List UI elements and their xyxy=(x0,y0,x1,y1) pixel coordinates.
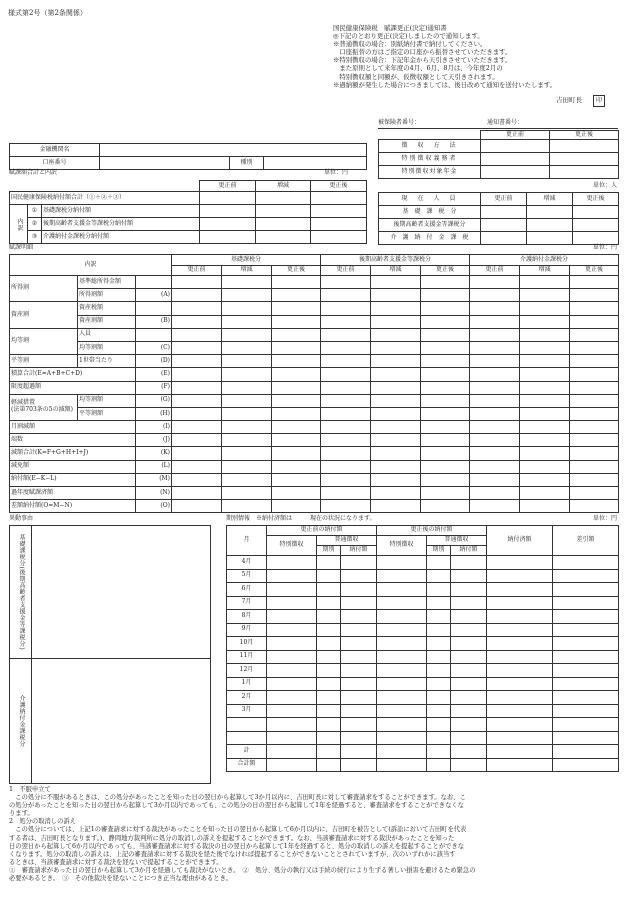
detail-cell xyxy=(272,500,321,513)
detail-cell xyxy=(520,500,570,513)
notice-block xyxy=(333,24,556,89)
total-tax-label: 国民健康保険税納付額合計（①＋②＋③） xyxy=(10,192,200,205)
detail-cell xyxy=(371,368,421,381)
detail-cell xyxy=(421,447,470,460)
detail-cell xyxy=(421,500,470,513)
detail-cell xyxy=(371,394,421,407)
detail-cell xyxy=(520,328,570,341)
detail-cell xyxy=(272,394,321,407)
detail-cell xyxy=(321,434,371,447)
detail-cell xyxy=(570,381,619,394)
bank-name-label: 金融機関名 xyxy=(10,144,100,157)
detail-cell xyxy=(570,500,619,513)
detail-cell xyxy=(321,407,371,420)
detail-cell xyxy=(421,315,470,328)
detail-row-main: 所得割 xyxy=(10,276,78,302)
detail-row xyxy=(10,447,619,460)
detail-cell xyxy=(520,394,570,407)
detail-row-code: (H) xyxy=(136,407,172,420)
detail-cell xyxy=(520,355,570,368)
detail-cell xyxy=(470,407,520,420)
detail-cell xyxy=(470,434,520,447)
detail-cell xyxy=(520,460,570,473)
detail-row-sub: 資産税額 xyxy=(78,302,136,315)
official-seal: 印 xyxy=(593,95,605,107)
detail-row xyxy=(10,473,619,486)
period-row xyxy=(227,731,619,745)
detail-cell xyxy=(321,473,371,486)
detail-cell xyxy=(570,355,619,368)
period-title: 期別情報 ※納付済額は 現在の状況になります。 xyxy=(226,515,376,522)
detail-row xyxy=(10,289,619,302)
detail-cell xyxy=(470,473,520,486)
detail-cell xyxy=(520,302,570,315)
detail-cell xyxy=(421,355,470,368)
period-total-row: 計 xyxy=(227,745,619,759)
reason-basic-label: 基礎課税分(後期高齢者支援金等課税分) xyxy=(10,526,32,659)
detail-cell xyxy=(421,394,470,407)
detail-cell xyxy=(470,368,520,381)
detail-cell xyxy=(520,487,570,500)
detail-row xyxy=(10,368,619,381)
period-unit: 単位：円 xyxy=(593,515,618,522)
detail-cell xyxy=(470,302,520,315)
period-row: 12月 xyxy=(227,664,619,678)
period-row: 7月 xyxy=(227,596,619,610)
detail-cell xyxy=(172,447,222,460)
detail-cell xyxy=(421,328,470,341)
detail-cell xyxy=(172,276,222,289)
detail-cell xyxy=(371,341,421,354)
detail-cell xyxy=(470,447,520,460)
breakdown-title: 賦課額合計と内訳 xyxy=(9,169,58,176)
detail-row-code: (F) xyxy=(136,381,172,394)
detail-cell xyxy=(172,434,222,447)
detail-row xyxy=(10,355,619,368)
detail-cell xyxy=(371,407,421,420)
detail-row xyxy=(10,407,619,420)
notice-line: ※普通徴収の場合：別紙納付書で納付してください。 xyxy=(333,40,487,49)
detail-cell xyxy=(570,407,619,420)
detail-row-code: (J) xyxy=(136,434,172,447)
detail-cell xyxy=(520,276,570,289)
detail-cell xyxy=(371,421,421,434)
detail-row-main: 減額合計(K=F+G+H+I+J) xyxy=(10,447,136,460)
detail-cell xyxy=(272,341,321,354)
reason-title: 異動事由 xyxy=(9,515,34,522)
detail-cell xyxy=(470,341,520,354)
detail-cell xyxy=(321,289,371,302)
detail-row-sub: 資産割額 xyxy=(78,315,136,328)
detail-cell xyxy=(272,447,321,460)
detail-cell xyxy=(321,460,371,473)
appeal-heading: 1 不服申立て xyxy=(9,786,51,793)
notice-line: 口座振替の方はご指定の口座から振替させていただきます。 xyxy=(333,48,512,57)
detail-cell xyxy=(321,500,371,513)
detail-row-main: 端数 xyxy=(10,434,136,447)
detail-cell xyxy=(371,473,421,486)
detail-cell xyxy=(272,407,321,420)
detail-cell xyxy=(272,289,321,302)
detail-row-main: 減免額 xyxy=(10,460,136,473)
detail-cell xyxy=(421,460,470,473)
notice-title: 国民健康保険税 賦課更正(決定)通知書 xyxy=(333,24,447,32)
period-row: 9月 xyxy=(227,623,619,637)
detail-cell xyxy=(272,328,321,341)
detail-cell xyxy=(172,341,222,354)
collection-method-label: 徴 収 方 法 xyxy=(379,140,481,153)
detail-cell xyxy=(470,487,520,500)
detail-row xyxy=(10,460,619,473)
period-grand-row: 合計額 xyxy=(227,758,619,772)
detail-cell xyxy=(172,315,222,328)
detail-cell xyxy=(272,421,321,434)
detail-cell xyxy=(272,302,321,315)
detail-row-code: (N) xyxy=(136,487,172,500)
detail-cell xyxy=(570,315,619,328)
detail-cell xyxy=(222,460,272,473)
detail-cell xyxy=(222,394,272,407)
detail-cell xyxy=(570,447,619,460)
detail-cell xyxy=(222,381,272,394)
footer-notes: 1 不服申立て この処分に不服があるときは、この処分があったことを知った日の翌日から起算して3か月以内に、吉田町長に対して審査請求をすることができます。なお、こ の処分があったことを知った日の翌日から起算して3か月以内であっても、この処分の日の翌日から起算して1年を経過すると、審査請求をすることができなくな ります。 2 処分の取消しの訴え この処分については、上記1の審査請求に対する裁決があったことを知った日の翌日から起算して6か月以内に、吉田町を被告として(訴訟において吉田町を代表 する者は、吉田町長となります。)、静岡地方裁判所に処分の取消しの訴えを提起することができます。なお、当該審査請求に対する裁決があったことを知った 日の翌日から起算して6か月以内であっても、当該審査請求に対する裁決の日の翌日から起算して1年を経過すると、処分の取消しの訴えを提起することができな くなります。処分の取消しの訴えは、上記の審査請求に対する裁決を経た後でなければ提起することができないこととされていますが、次のいずれかに該当す るときは、当該審査請求に対する裁決を経ないで提起することができます。 ① 審査請求があった日の翌日から起算して3か月を経過しても裁決がないとき。 ② 処分、処分の執行又は手続の続行により生ずる著しい損害を避けるため緊急の 必要があるとき。 ③ その他裁決を経ないことにつき正当な理由があるとき。 xyxy=(9,786,476,883)
detail-row-sub: 基準総所得金額 xyxy=(78,276,136,289)
detail-row-code: (G) xyxy=(136,394,172,407)
detail-row-sub: 均等割額 xyxy=(78,394,136,407)
detail-row-main: 差額納付額(O=M−N) xyxy=(10,500,136,513)
detail-title: 賦課明細 xyxy=(9,244,34,251)
detail-row xyxy=(10,500,619,513)
detail-cell xyxy=(371,355,421,368)
detail-cell xyxy=(172,421,222,434)
detail-row xyxy=(10,421,619,434)
detail-cell xyxy=(520,407,570,420)
detail-cell xyxy=(222,421,272,434)
period-row: 3月 xyxy=(227,704,619,718)
detail-cell xyxy=(421,487,470,500)
detail-cell xyxy=(321,381,371,394)
form-number: 様式第2号（第2条関係） xyxy=(8,9,87,17)
detail-cell xyxy=(172,407,222,420)
detail-table: 内訳 基礎課税分 後期高齢者支援金等課税分 介護納付金課税分 更正前 増減 更正後 更正前 増減 更正後 更正前 増減 更正後 所得割 基準総所得金額 所得割額 (A) 資産割 資産税額 資産割額 (B) 均等割 人員 均等割額 (C) 平等割 1世帯当たり (D) 積算合計(E=A+B+C+D) (E) 限度超過額 (F) 軽減措置 (法第703条の5の減額) 均等割額 (G) 平等割額 (H) 月割減額 (I) 端数 (J) 減額合計(K=F+G+H+I+J) (K) 減免額 (L) 納付額(E−K−L) (M) 過年度賦課済額 (N) 差額納付額(O=M−N) (O) xyxy=(9,254,619,513)
detail-cell xyxy=(272,355,321,368)
period-table: 月 更正前の納付額 更正後の納付額 納付済額 差引額 特別徴収 普通徴収 特別徴収 普通徴収 期別 納付額 期別 納付額 4月 5月 6月 7月 8月 9月 10月 11月 12月 1月 2月 3月 計 合計額 xyxy=(226,525,619,772)
detail-cell xyxy=(570,421,619,434)
detail-cell xyxy=(520,473,570,486)
detail-cell xyxy=(172,355,222,368)
detail-row-code xyxy=(136,328,172,341)
detail-cell xyxy=(222,341,272,354)
detail-cell xyxy=(371,328,421,341)
detail-cell xyxy=(371,276,421,289)
detail-cell xyxy=(222,328,272,341)
detail-cell xyxy=(172,289,222,302)
breakdown-table: 更正前 増減 更正後 国民健康保険税納付額合計（①＋②＋③） 内訳 ① 基礎課税分納付額 ② 後期高齢者支援金等課税分納付額 ③ 介護納付金課税分納付額 xyxy=(9,180,367,244)
detail-cell xyxy=(371,434,421,447)
detail-cell xyxy=(570,368,619,381)
detail-cell xyxy=(371,447,421,460)
present-persons-label: 現 在 人 員 xyxy=(379,193,481,206)
detail-cell xyxy=(520,368,570,381)
detail-cell xyxy=(371,381,421,394)
special-obligor-label: 特別徴収義務者 xyxy=(379,153,481,166)
detail-row-sub: 人員 xyxy=(78,328,136,341)
detail-row-main: 均等割 xyxy=(10,328,78,354)
detail-cell xyxy=(222,368,272,381)
detail-row-code: (D) xyxy=(136,355,172,368)
detail-cell xyxy=(321,315,371,328)
detail-cell xyxy=(570,394,619,407)
detail-row-main: 平等割 xyxy=(10,355,78,368)
breakdown-item: 基礎課税分納付額 xyxy=(42,205,200,218)
detail-cell xyxy=(470,394,520,407)
detail-row-code: (E) xyxy=(136,368,172,381)
detail-cell xyxy=(520,434,570,447)
reason-care-label: 介護納付金課税分 xyxy=(10,659,32,784)
detail-cell xyxy=(272,434,321,447)
detail-cell xyxy=(222,289,272,302)
account-type-label: 種別 xyxy=(230,157,264,170)
detail-row-main: 過年度賦課済額 xyxy=(10,487,136,500)
detail-cell xyxy=(570,473,619,486)
detail-cell xyxy=(222,473,272,486)
collection-table: 更正前 更正後 徴 収 方 法 特別徴収義務者 特別徴収対象年金 xyxy=(378,130,619,179)
detail-cell xyxy=(520,447,570,460)
detail-row-code: (L) xyxy=(136,460,172,473)
detail-cell xyxy=(222,315,272,328)
detail-cell xyxy=(321,302,371,315)
period-row xyxy=(227,718,619,732)
detail-cell xyxy=(321,447,371,460)
detail-cell xyxy=(520,421,570,434)
detail-cell xyxy=(321,368,371,381)
detail-cell xyxy=(520,289,570,302)
detail-row-code: (A) xyxy=(136,289,172,302)
detail-cell xyxy=(222,355,272,368)
detail-cell xyxy=(222,447,272,460)
detail-cell xyxy=(570,276,619,289)
notice-line: ※過納額が発生した場合につきましては、後日改めて通知を送付いたします。 xyxy=(333,80,557,89)
detail-row-code: (M) xyxy=(136,473,172,486)
detail-cell xyxy=(272,368,321,381)
detail-cell xyxy=(371,289,421,302)
detail-cell xyxy=(570,328,619,341)
detail-cell xyxy=(421,381,470,394)
detail-row-main: 月割減額 xyxy=(10,421,136,434)
detail-row-code xyxy=(136,276,172,289)
detail-cell xyxy=(470,315,520,328)
group-header: 基礎課税分 xyxy=(172,255,321,266)
persons-table: 現 在 人 員 更正前 増減 更正後 基 礎 課 税 分 後期高齢者支援金等課税分 介 護 納 付 金 課 税 xyxy=(378,192,619,245)
issuer-name: 吉田町長 xyxy=(556,96,582,104)
detail-cell xyxy=(222,302,272,315)
detail-cell xyxy=(172,500,222,513)
notice-number-label: 通知書番号： xyxy=(487,119,524,126)
detail-row-code: (B) xyxy=(136,315,172,328)
detail-row-main-note: (法第703条の5の減額) xyxy=(11,406,73,414)
detail-row xyxy=(10,341,619,354)
detail-cell xyxy=(371,315,421,328)
detail-cell xyxy=(172,460,222,473)
detail-cell xyxy=(222,276,272,289)
detail-row xyxy=(10,328,619,341)
detail-row xyxy=(10,302,619,315)
detail-cell xyxy=(421,407,470,420)
detail-row-code: (C) xyxy=(136,341,172,354)
detail-cell xyxy=(470,355,520,368)
notice-line: ◎下記のとおり更正(決定)しましたので通知します。 xyxy=(333,32,484,41)
period-row: 6月 xyxy=(227,583,619,597)
detail-col-label: 内訳 xyxy=(10,255,172,276)
detail-row xyxy=(10,276,619,289)
detail-row-main: 納付額(E−K−L) xyxy=(10,473,136,486)
notice-line: 特別徴収額と同額が、仮徴収額として天引きされます。 xyxy=(333,72,499,81)
detail-cell xyxy=(421,276,470,289)
detail-cell xyxy=(272,473,321,486)
detail-cell xyxy=(172,473,222,486)
detail-cell xyxy=(421,434,470,447)
detail-cell xyxy=(222,407,272,420)
notice-line: ※特別徴収の場合：下記年金から天引きさせていただきます。 xyxy=(333,56,512,65)
period-row: 11月 xyxy=(227,650,619,664)
detail-row-code: (O) xyxy=(136,500,172,513)
detail-cell xyxy=(470,500,520,513)
detail-cell xyxy=(421,473,470,486)
detail-cell xyxy=(570,289,619,302)
detail-cell xyxy=(172,368,222,381)
detail-row-code: (K) xyxy=(136,447,172,460)
detail-row-main: 限度超過額 xyxy=(10,381,136,394)
detail-row-main: 資産割 xyxy=(10,302,78,328)
detail-cell xyxy=(470,276,520,289)
detail-cell xyxy=(222,500,272,513)
detail-cell xyxy=(172,328,222,341)
detail-cell xyxy=(222,487,272,500)
detail-row-sub: 1世帯当たり xyxy=(78,355,136,368)
account-number-label: 口座番号 xyxy=(10,157,100,170)
detail-cell xyxy=(172,302,222,315)
detail-cell xyxy=(570,487,619,500)
detail-cell xyxy=(520,315,570,328)
lawsuit-heading: 2 処分の取消しの訴え xyxy=(9,818,76,826)
detail-cell xyxy=(371,487,421,500)
period-row: 1月 xyxy=(227,677,619,691)
detail-cell xyxy=(570,460,619,473)
detail-cell xyxy=(520,381,570,394)
detail-row-sub: 所得割額 xyxy=(78,289,136,302)
breakdown-item: 介護納付金課税分納付額 xyxy=(42,231,200,244)
reason-table xyxy=(9,525,211,784)
detail-cell xyxy=(272,381,321,394)
detail-cell xyxy=(470,381,520,394)
persons-unit: 単位：人 xyxy=(593,182,618,189)
detail-row-main: 軽減措置 (法第703条の5の減額) xyxy=(10,394,78,420)
detail-row xyxy=(10,315,619,328)
detail-cell xyxy=(470,460,520,473)
detail-cell xyxy=(421,341,470,354)
detail-cell xyxy=(272,487,321,500)
breakdown-item: 後期高齢者支援金等課税分納付額 xyxy=(42,218,200,231)
detail-row xyxy=(10,394,619,407)
detail-cell xyxy=(421,421,470,434)
month-header: 月 xyxy=(227,526,267,556)
detail-cell xyxy=(172,487,222,500)
detail-cell xyxy=(421,289,470,302)
period-row: 4月 xyxy=(227,556,619,570)
detail-cell xyxy=(222,434,272,447)
detail-row xyxy=(10,487,619,500)
detail-unit: 単位：円 xyxy=(593,244,618,251)
detail-cell xyxy=(570,434,619,447)
detail-cell xyxy=(272,460,321,473)
detail-cell xyxy=(421,368,470,381)
detail-row-code: (I) xyxy=(136,421,172,434)
detail-cell xyxy=(470,289,520,302)
detail-cell xyxy=(321,487,371,500)
detail-cell xyxy=(321,328,371,341)
group-header: 後期高齢者支援金等課税分 xyxy=(321,255,470,266)
detail-cell xyxy=(321,341,371,354)
detail-cell xyxy=(321,421,371,434)
detail-cell xyxy=(321,276,371,289)
group-header: 介護納付金課税分 xyxy=(470,255,619,266)
notice-line: また原則として来年度の4月、6月、8月は、今年度2月の xyxy=(333,64,503,73)
detail-cell xyxy=(272,315,321,328)
breakdown-unit: 単位：円 xyxy=(324,169,349,176)
detail-row xyxy=(10,434,619,447)
detail-cell xyxy=(371,500,421,513)
detail-cell xyxy=(570,341,619,354)
detail-row-main: 積算合計(E=A+B+C+D) xyxy=(10,368,136,381)
detail-row xyxy=(10,381,619,394)
detail-cell xyxy=(421,302,470,315)
detail-cell xyxy=(172,381,222,394)
detail-cell xyxy=(172,394,222,407)
detail-cell xyxy=(321,355,371,368)
detail-cell xyxy=(371,460,421,473)
detail-cell xyxy=(272,276,321,289)
detail-cell xyxy=(321,394,371,407)
detail-row-sub: 平等割額 xyxy=(78,407,136,420)
detail-cell xyxy=(371,302,421,315)
breakdown-side-label: 内訳 xyxy=(10,205,28,244)
detail-row-code xyxy=(136,302,172,315)
detail-cell xyxy=(570,302,619,315)
detail-cell xyxy=(470,328,520,341)
bank-table xyxy=(9,143,367,170)
period-row: 8月 xyxy=(227,610,619,624)
special-pension-label: 特別徴収対象年金 xyxy=(379,166,481,179)
period-row: 10月 xyxy=(227,637,619,651)
detail-cell xyxy=(470,421,520,434)
detail-cell xyxy=(520,341,570,354)
insured-number-label: 被保険者番号： xyxy=(378,119,421,126)
period-row: 5月 xyxy=(227,569,619,583)
detail-row-sub: 均等割額 xyxy=(78,341,136,354)
period-row: 2月 xyxy=(227,691,619,705)
